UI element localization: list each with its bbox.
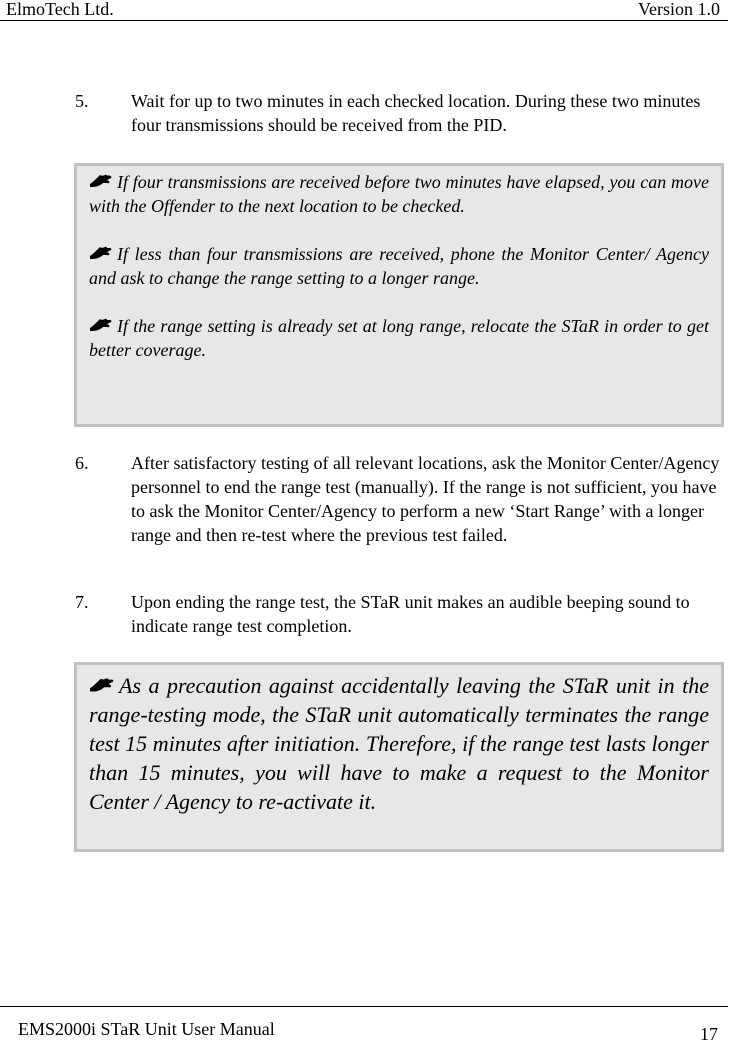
hand-pointer-icon <box>89 676 115 693</box>
footer-manual-title: EMS2000i STaR Unit User Manual <box>18 1019 275 1039</box>
note-paragraph: As a precaution against accidentally leaving the STaR unit in the range-testing mode, the STaR unit automatically terminates the range test 15 minutes after initiation. Therefore, if the range test lasts longer than 15 minutes, you will have to make a request to the Monitor Center / Agency to re-activate it. <box>89 673 709 814</box>
page-header <box>0 0 728 21</box>
step-6 <box>75 451 720 547</box>
note-box-range-instructions <box>74 163 724 427</box>
step-text: Upon ending the range test, the STaR unit makes an audible beeping sound to indicate range test completion. <box>131 592 690 636</box>
note-paragraph: If four transmissions are received before two minutes have elapsed, you can move with the Offender to the next location to be checked. <box>89 172 709 216</box>
step-text: Wait for up to two minutes in each checked location. During these two minutes four transmissions should be received from the PID. <box>131 91 701 135</box>
hand-pointer-icon <box>89 245 113 260</box>
step-number: 6. <box>75 453 89 473</box>
hand-pointer-icon <box>89 317 113 332</box>
footer-page-number: 17 <box>700 1024 718 1044</box>
page-footer <box>0 1006 728 1058</box>
header-version: Version 1.0 <box>638 0 720 19</box>
step-number: 7. <box>75 592 89 612</box>
note-box-auto-termination <box>74 662 724 852</box>
step-text: After satisfactory testing of all relevant locations, ask the Monitor Center/Agency personnel to end the range test (manually). If the range is not sufficient, you have to ask the Monitor Center/Agency to perform a new ‘Start Range’ with a longer range and then re-test where the previous test failed. <box>131 453 720 545</box>
step-number: 5. <box>75 91 89 111</box>
step-7 <box>75 590 720 638</box>
header-company: ElmoTech Ltd. <box>6 0 114 19</box>
step-5 <box>75 89 720 137</box>
hand-pointer-icon <box>89 173 113 188</box>
note-paragraph: If the range setting is already set at long range, relocate the STaR in order to get better coverage. <box>89 316 709 360</box>
note-paragraph: If less than four transmissions are received, phone the Monitor Center/ Agency and ask to change the range setting to a longer range. <box>89 244 709 288</box>
